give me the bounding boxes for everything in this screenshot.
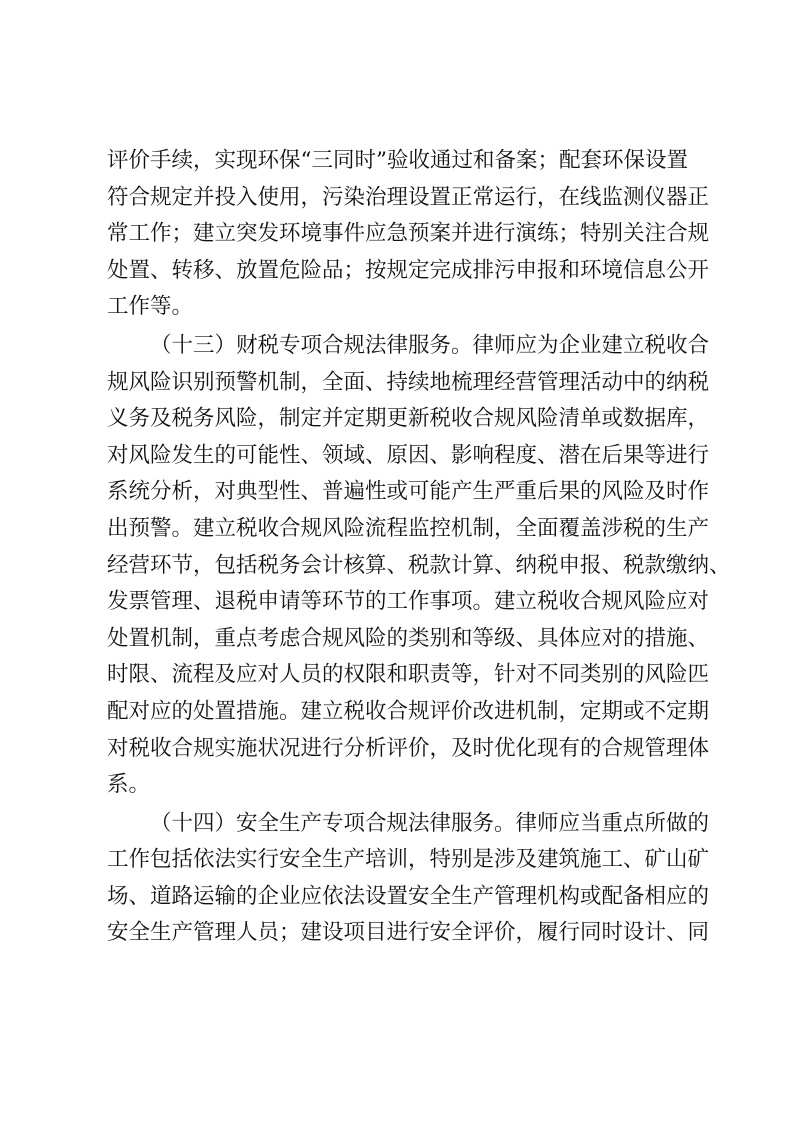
text-line: 系统分析，对典型性、普遍性或可能产生严重后果的风险及时作 <box>107 479 710 505</box>
text-line: 处置、转移、放置危险品；按规定完成排污申报和环境信息公开 <box>107 257 710 283</box>
document-body <box>107 143 731 952</box>
text-line: 工作等。 <box>107 294 194 320</box>
text-line: 时限、流程及应对人员的权限和职责等，针对不同类别的风险匹 <box>107 662 710 688</box>
text-line: 安全生产管理人员；建设项目进行安全评价，履行同时设计、同 <box>107 920 710 946</box>
text-line: （十三）财税专项合规法律服务。律师应为企业建立税收合 <box>150 332 710 358</box>
paragraph-safety-compliance <box>107 806 710 952</box>
text-line: 发票管理、退税申请等环节的工作事项。建立税收合规风险应对 <box>107 589 710 615</box>
text-line: 规风险识别预警机制，全面、持续地梳理经营管理活动中的纳税 <box>107 369 710 395</box>
text-line: 工作包括依法实行安全生产培训，特别是涉及建筑施工、矿山矿 <box>107 847 710 873</box>
text-line: 评价手续，实现环保“三同时”验收通过和备案；配套环保设置 <box>107 148 688 173</box>
text-line: 配对应的处置措施。建立税收合规评价改进机制，定期或不定期 <box>107 698 710 724</box>
text-line: 处置机制，重点考虑合规风险的类别和等级、具体应对的措施、 <box>107 625 710 651</box>
text-line: 符合规定并投入使用，污染治理设置正常运行，在线监测仪器正 <box>107 184 710 210</box>
text-line: 对风险发生的可能性、领域、原因、影响程度、潜在后果等进行 <box>107 442 710 468</box>
paragraph-tax-compliance <box>107 328 731 804</box>
text-line: 系。 <box>107 772 151 798</box>
text-line: 经营环节，包括税务会计核算、税款计算、纳税申报、税款缴纳、 <box>107 552 731 578</box>
text-line: 常工作；建立突发环境事件应急预案并进行演练；特别关注合规 <box>107 221 710 247</box>
paragraph-environmental-continuation <box>107 143 710 326</box>
text-line: 对税收合规实施状况进行分析评价，及时优化现有的合规管理体 <box>107 735 710 761</box>
text-line: 义务及税务风险，制定并定期更新税收合规风险清单或数据库， <box>107 406 710 432</box>
text-line: （十四）安全生产专项合规法律服务。律师应当重点所做的 <box>150 810 710 836</box>
text-line: 场、道路运输的企业应依法设置安全生产管理机构或配备相应的 <box>107 883 710 909</box>
text-line: 出预警。建立税收合规风险流程监控机制，全面覆盖涉税的生产 <box>107 515 710 541</box>
